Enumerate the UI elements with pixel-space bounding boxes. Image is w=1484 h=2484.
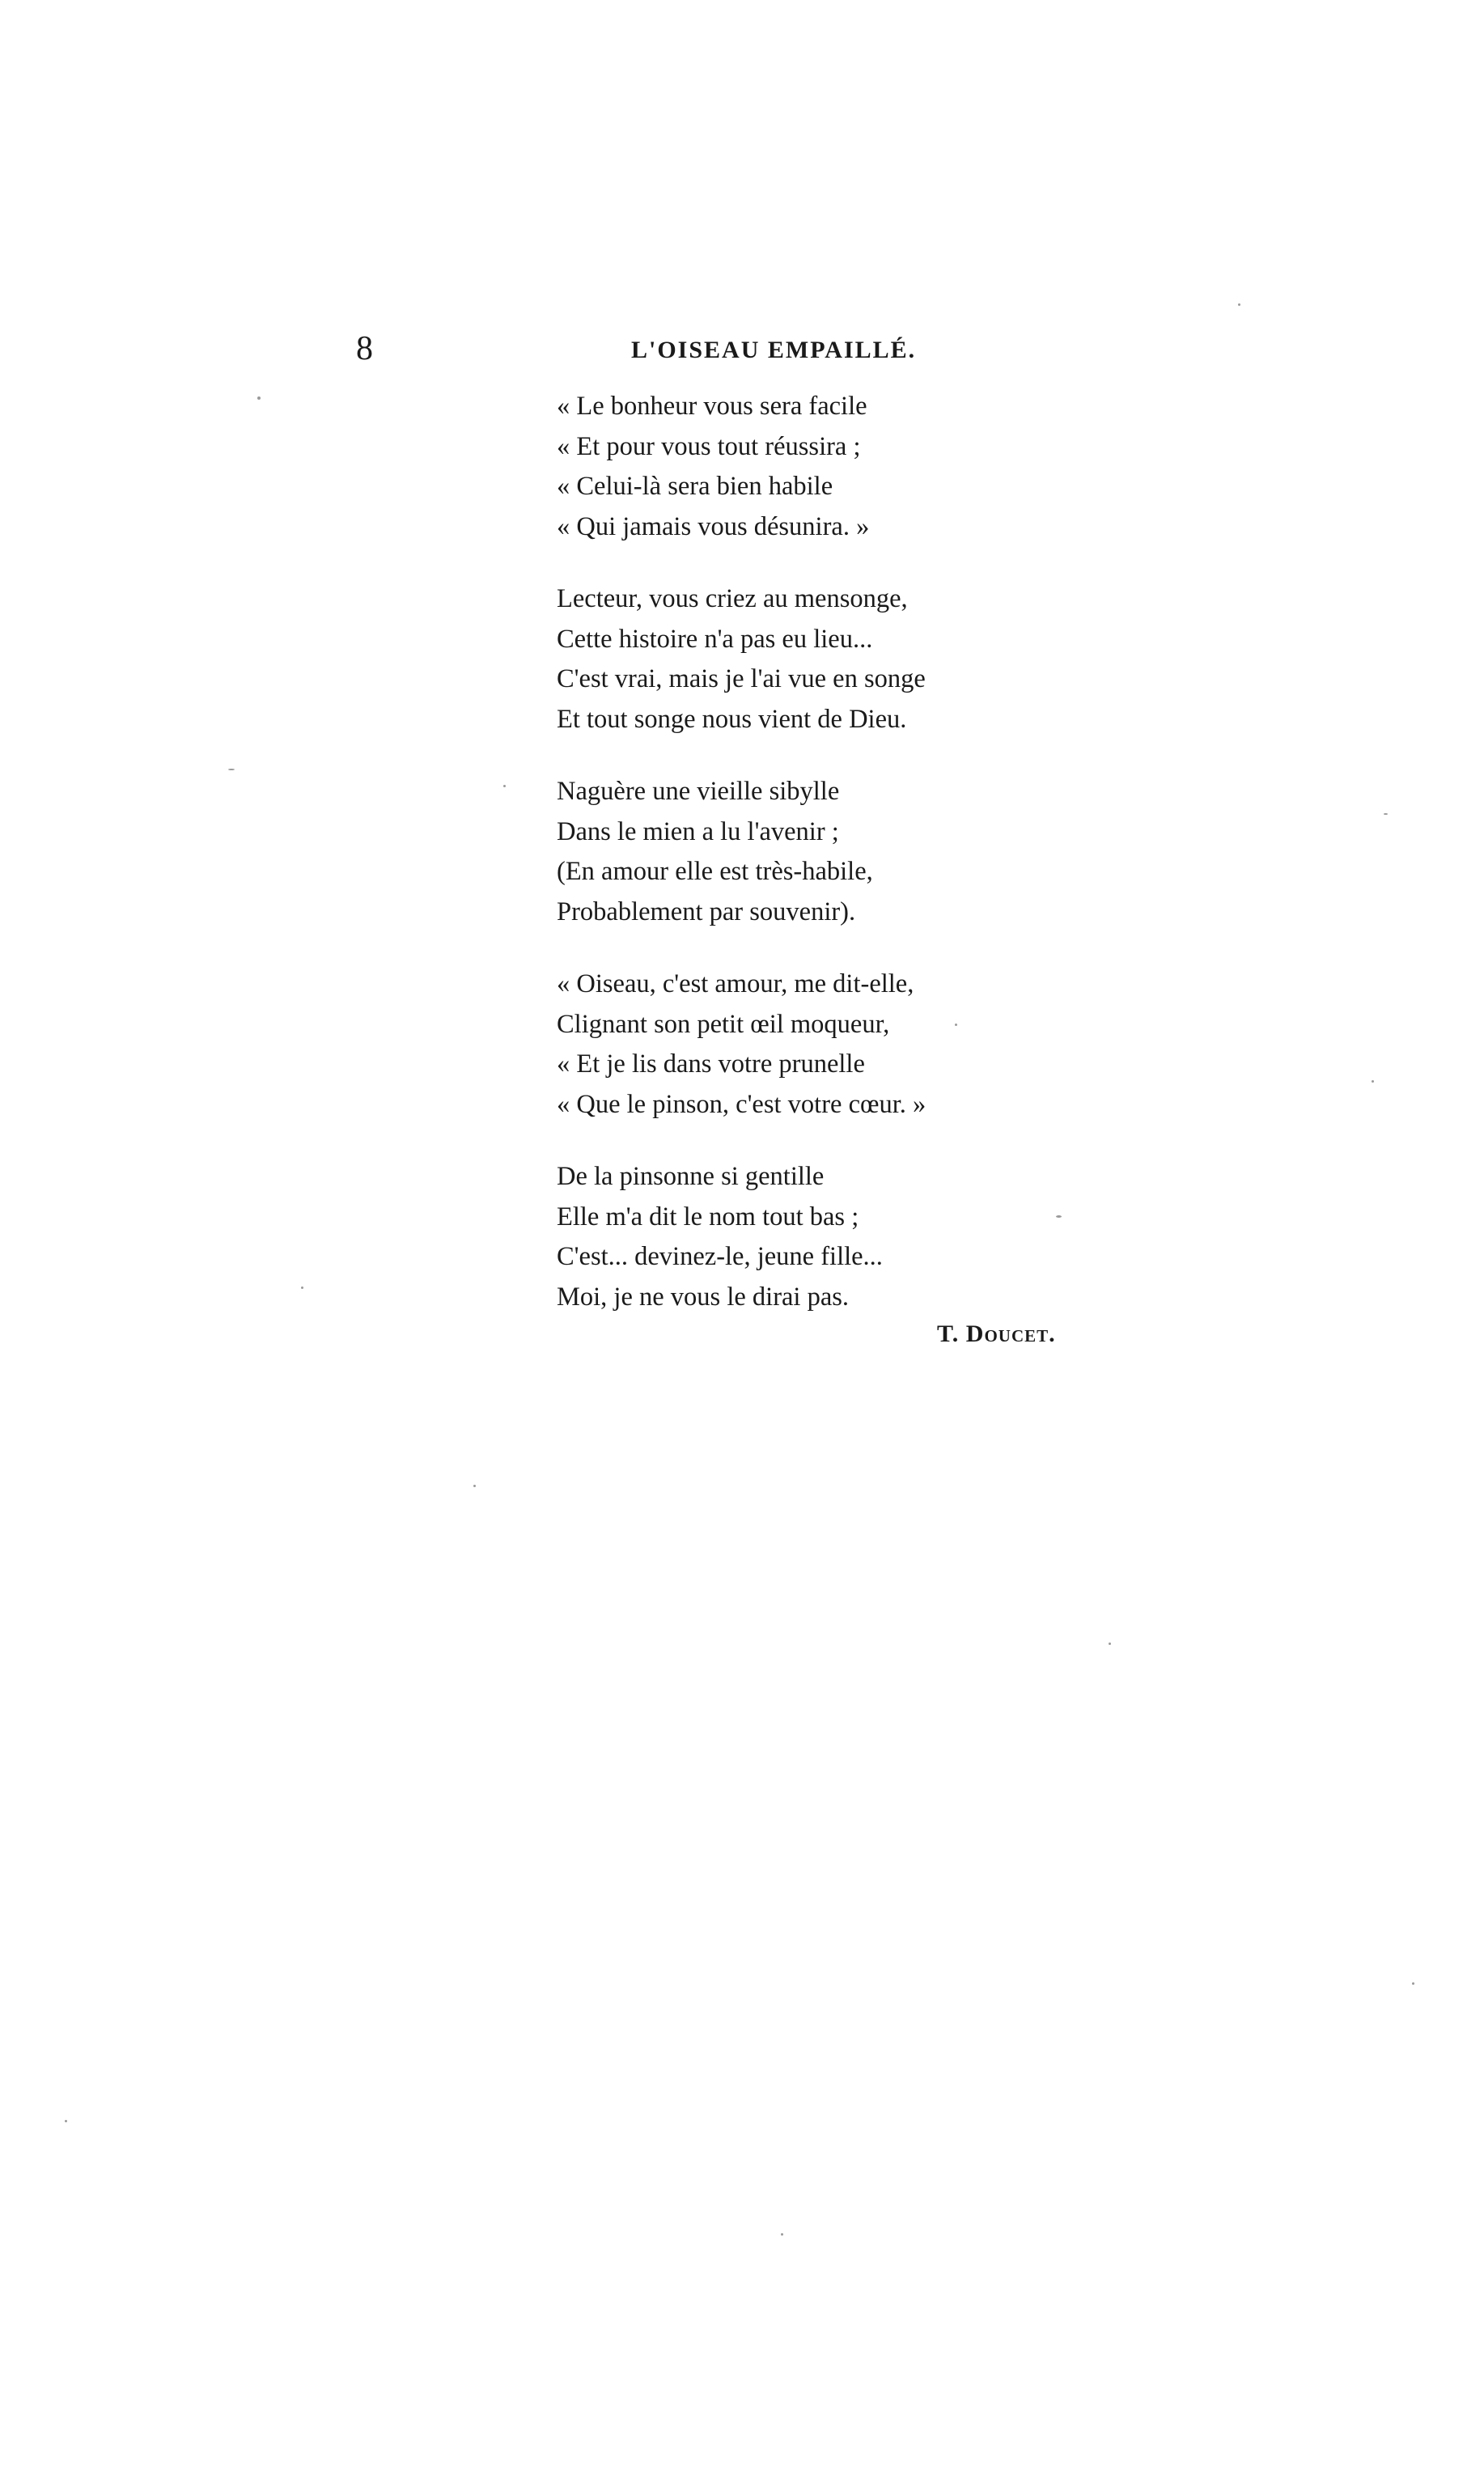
paper-speck bbox=[473, 1485, 476, 1487]
verse-line: Probablement par souvenir). bbox=[557, 897, 856, 926]
verse-line: « Qui jamais vous désunira. » bbox=[557, 511, 870, 541]
verse-line: Dans le mien a lu l'avenir ; bbox=[557, 816, 839, 846]
paper-speck bbox=[1384, 813, 1388, 815]
stanza bbox=[557, 579, 1172, 740]
stanza bbox=[557, 772, 1172, 932]
signature-initial: T. bbox=[937, 1320, 966, 1347]
verse-line: De la pinsonne si gentille bbox=[557, 1162, 825, 1191]
paper-speck bbox=[503, 785, 506, 787]
verse-line: « Le bonheur vous sera facile bbox=[557, 392, 867, 421]
signature-trailing: . bbox=[1049, 1320, 1056, 1347]
poem bbox=[557, 387, 1172, 1350]
verse-line: (En amour elle est très-habile, bbox=[557, 857, 873, 886]
page-number: 8 bbox=[356, 330, 373, 367]
author-signature bbox=[937, 1320, 1056, 1348]
verse-line: Moi, je ne vous le dirai pas. bbox=[557, 1282, 850, 1312]
verse-line: Clignant son petit œil moqueur, bbox=[557, 1009, 890, 1039]
verse-line: « Que le pinson, c'est votre cœur. » bbox=[557, 1089, 926, 1119]
verse-line: « Et je lis dans votre prunelle bbox=[557, 1049, 865, 1079]
paper-speck bbox=[228, 769, 235, 770]
verse-line: Cette histoire n'a pas eu lieu... bbox=[557, 624, 873, 654]
running-head-title: L'OISEAU EMPAILLÉ. bbox=[631, 337, 917, 363]
verse-line: C'est... devinez-le, jeune fille... bbox=[557, 1242, 883, 1271]
paper-speck bbox=[1372, 1080, 1374, 1083]
verse-line: Naguère une vieille sibylle bbox=[557, 777, 840, 806]
paper-speck bbox=[257, 396, 261, 400]
paper-speck bbox=[1412, 1982, 1414, 1985]
stanza bbox=[557, 1157, 1172, 1317]
paper-speck bbox=[781, 2233, 783, 2236]
verse-line: « Et pour vous tout réussira ; bbox=[557, 431, 861, 461]
stanza bbox=[557, 387, 1172, 547]
verse-line: « Celui-là sera bien habile bbox=[557, 472, 833, 501]
verse-line: C'est vrai, mais je l'ai vue en songe bbox=[557, 664, 926, 693]
paper-speck bbox=[1109, 1643, 1111, 1645]
stanza bbox=[557, 964, 1172, 1125]
verse-line: Et tout songe nous vient de Dieu. bbox=[557, 704, 907, 734]
signature-surname: Doucet bbox=[965, 1320, 1049, 1347]
paper-speck bbox=[1238, 303, 1240, 306]
paper-speck bbox=[65, 2120, 67, 2122]
paper-speck bbox=[301, 1287, 303, 1289]
paper-speck bbox=[955, 1024, 957, 1026]
verse-line: « Oiseau, c'est amour, me dit-elle, bbox=[557, 969, 914, 998]
paper-speck bbox=[1056, 1215, 1062, 1218]
verse-line: Elle m'a dit le nom tout bas ; bbox=[557, 1202, 859, 1231]
verse-line: Lecteur, vous criez au mensonge, bbox=[557, 584, 908, 613]
